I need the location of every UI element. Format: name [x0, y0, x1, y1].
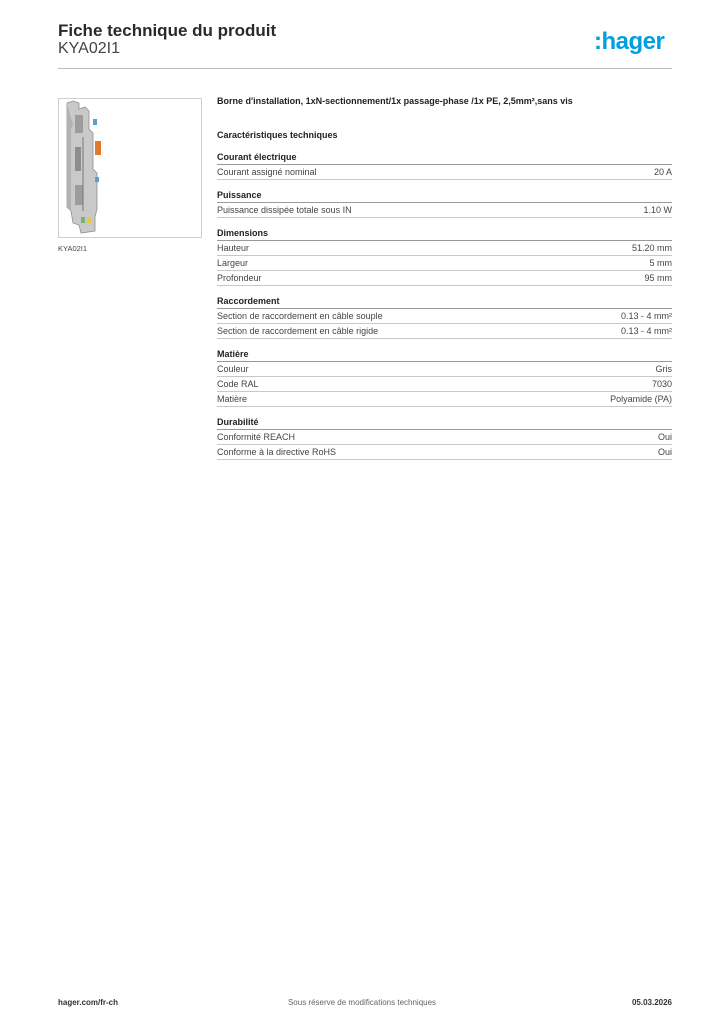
header-divider [58, 68, 672, 69]
spec-label: Couleur [217, 364, 249, 374]
product-description: Borne d'installation, 1xN-sectionnement/1x passage-phase /1x PE, 2,5mm²,sans vis [217, 96, 573, 106]
hager-logo-text: :hager [594, 28, 665, 55]
spec-row [217, 445, 672, 460]
section-title: Durabilité [217, 416, 672, 430]
spec-value: 5 mm [649, 258, 672, 268]
spec-value: 7030 [651, 379, 672, 389]
spec-content [217, 95, 672, 469]
spec-label: Matière [217, 394, 248, 404]
spec-row [217, 203, 672, 218]
product-code: KYA02I1 [58, 40, 120, 57]
spec-value: 0.13 - 4 mm² [620, 311, 672, 321]
spec-row [217, 362, 672, 377]
spec-value: Oui [657, 432, 672, 442]
spec-label: Puissance dissipée totale sous IN [217, 205, 352, 215]
image-caption: KYA02I1 [58, 244, 88, 253]
hager-logo [594, 26, 674, 56]
spec-row [217, 309, 672, 324]
spec-value: Polyamide (PA) [610, 394, 672, 404]
spec-value: 51.20 mm [631, 243, 672, 253]
spec-row [217, 256, 672, 271]
spec-label: Profondeur [217, 273, 262, 283]
spec-value: 20 A [653, 167, 672, 177]
spec-row [217, 324, 672, 339]
spec-sections [217, 151, 672, 460]
section-title: Courant électrique [217, 151, 672, 165]
spec-row [217, 241, 672, 256]
spec-label: Largeur [217, 258, 249, 268]
section-title: Matière [217, 348, 672, 362]
section-title: Dimensions [217, 227, 672, 241]
spec-label: Section de raccordement en câble rigide [217, 326, 379, 336]
tech-heading: Caractéristiques techniques [217, 130, 338, 140]
spec-section [217, 416, 672, 460]
footer-date: 05.03.2026 [631, 998, 672, 1007]
spec-row [217, 271, 672, 286]
spec-label: Section de raccordement en câble souple [217, 311, 383, 321]
spec-row [217, 165, 672, 180]
spec-label: Conformité REACH [217, 432, 296, 442]
spec-value: Oui [657, 447, 672, 457]
spec-label: Conforme à la directive RoHS [217, 447, 337, 457]
product-image [58, 98, 202, 238]
spec-row [217, 377, 672, 392]
footer-website[interactable]: hager.com/fr-ch [58, 998, 119, 1007]
spec-row [217, 392, 672, 407]
section-title: Puissance [217, 189, 672, 203]
spec-value: 95 mm [644, 273, 672, 283]
spec-section [217, 151, 672, 180]
spec-section [217, 295, 672, 339]
spec-label: Hauteur [217, 243, 250, 253]
spec-value: Gris [655, 364, 672, 374]
spec-value: 0.13 - 4 mm² [620, 326, 672, 336]
spec-value: 1.10 W [643, 205, 672, 215]
spec-section [217, 348, 672, 407]
spec-section [217, 227, 672, 286]
spec-label: Courant assigné nominal [217, 167, 317, 177]
footer-disclaimer: Sous réserve de modifications techniques [287, 998, 437, 1007]
section-title: Raccordement [217, 295, 672, 309]
spec-label: Code RAL [217, 379, 259, 389]
spec-section [217, 189, 672, 218]
page-title: Fiche technique du produit [58, 21, 277, 40]
spec-row [217, 430, 672, 445]
